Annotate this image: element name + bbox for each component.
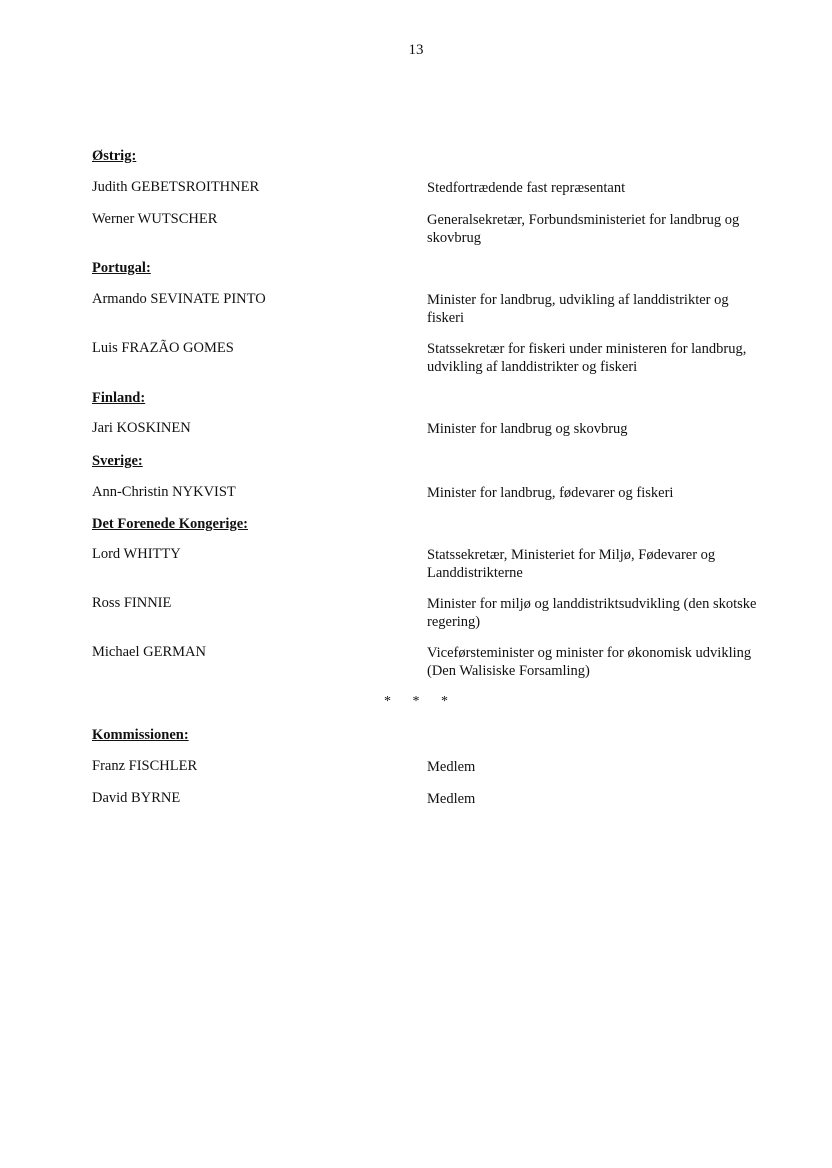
delegate-name: Judith GEBETSROITHNER [92,179,260,195]
delegate-role: Statssekretær, Ministeriet for Miljø, Fødevarer og Landdistrikterne [427,547,716,581]
delegate-role: Minister for landbrug og skovbrug [427,421,628,437]
delegate-role: Viceførsteminister og minister for økonomisk udvikling (Den Walisiske Forsamling) [427,645,752,679]
delegate-role: Statssekretær for fiskeri under ministeren for landbrug, udvikling af landdistrikter og fiskeri [427,341,747,375]
separator-asterisk: * [384,694,391,709]
delegate-name: Jari KOSKINEN [92,420,191,436]
section-heading-commission: Kommissionen: [92,727,189,743]
section-heading-austria: Østrig: [92,148,137,164]
separator-asterisk: * [412,694,420,709]
delegate-name: Armando SEVINATE PINTO [92,291,266,307]
separator-asterisk: * [441,694,448,709]
delegate-role: Minister for miljø og landdistriktsudvikling (den skotske regering) [427,596,757,630]
delegate-name: Michael GERMAN [92,644,206,660]
delegate-role: Minister for landbrug, udvikling af landdistrikter og fiskeri [427,292,729,326]
delegate-role: Medlem [427,791,476,807]
delegate-name: Ann-Christin NYKVIST [92,484,236,500]
delegate-role: Generalsekretær, Forbundsministeriet for landbrug og skovbrug [427,212,740,246]
delegate-name: Luis FRAZÃO GOMES [92,340,234,356]
delegate-role: Stedfortrædende fast repræsentant [427,180,626,196]
delegate-role: Minister for landbrug, fødevarer og fiskeri [427,485,674,501]
delegate-name: Franz FISCHLER [92,758,198,774]
page-number: 13 [408,42,424,58]
section-heading-finland: Finland: [92,390,146,406]
section-separator [0,694,832,710]
section-heading-sweden: Sverige: [92,453,143,469]
delegate-role: Medlem [427,759,476,775]
section-heading-portugal: Portugal: [92,260,151,276]
delegate-name: Ross FINNIE [92,595,172,611]
delegate-name: Lord WHITTY [92,546,181,562]
delegate-name: Werner WUTSCHER [92,211,218,227]
delegate-name: David BYRNE [92,790,181,806]
section-heading-united-kingdom: Det Forenede Kongerige: [92,516,248,532]
